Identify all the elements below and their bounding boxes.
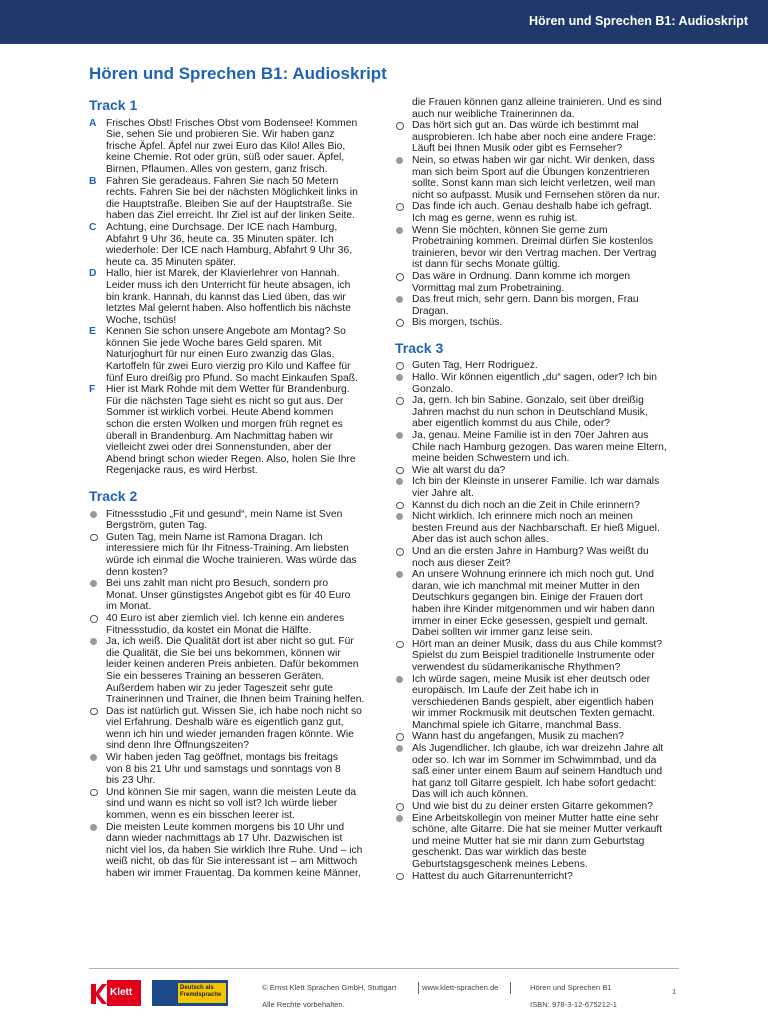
dialogue-line	[395, 546, 685, 569]
text-line: Chile nach Hamburg gezogen. Das waren meine Eltern,	[412, 441, 667, 453]
speaker-open-bullet-icon	[90, 708, 98, 716]
text-line: oder so. Ich war im Sommer im Schwimmbad, und da	[412, 754, 657, 766]
text-line: geschenkt. Das war wirklich das beste	[412, 847, 587, 859]
daf-logo	[152, 980, 228, 1006]
text-line: rechts. Fahren Sie bei der nächsten Möglichkeit links in	[106, 187, 358, 199]
segment-marker: E	[89, 326, 96, 338]
text-line: Das freut mich, sehr gern. Dann bis morgen, Frau	[412, 294, 639, 306]
dialogue-line	[395, 395, 685, 430]
text-line: Kannst du dich noch an die Zeit in Chile erinnern?	[412, 499, 640, 511]
dialogue-line	[89, 636, 379, 706]
text-line: nicht so aufpasst. Musik und Fernsehen stören da nur.	[412, 189, 660, 201]
dialogue-line	[395, 674, 685, 732]
speaker-filled-bullet-icon	[396, 296, 403, 303]
text-line: Geburtstagsgeschenk meines Lebens.	[412, 859, 588, 870]
text-line: Und an die ersten Jahre in Hamburg? Was weißt du	[412, 545, 649, 557]
speaker-filled-bullet-icon	[90, 824, 97, 831]
track-3-list	[395, 360, 685, 882]
text-line: Fitnessstudio „Fit und gesund“, mein Name ist Sven	[106, 508, 343, 520]
text-line: Sie, sehen Sie und probieren Sie. Wir haben ganz	[106, 129, 335, 141]
daf-logo-text: Deutsch als Fremdsprache	[180, 985, 222, 998]
text-line: Regenjacke raus, es wird Herbst.	[106, 465, 258, 477]
text-line: auch nur weibliche Trainerinnen da.	[412, 108, 575, 120]
segment-c	[89, 222, 379, 268]
text-line: im Monat.	[106, 601, 152, 613]
text-line: Das wäre in Ordnung. Dann komme ich morgen	[412, 270, 631, 282]
segment-marker: A	[89, 117, 97, 129]
text-line: leider keinen anderen Preis anbieten. Dafür bekommen	[106, 659, 359, 671]
text-line: Wenn Sie möchten, können Sie gerne zum	[412, 224, 608, 236]
text-line: die Qualität, die Sie bei uns bekommen, können wir	[106, 647, 341, 659]
dialogue-line	[89, 532, 379, 578]
dialogue-line	[395, 476, 685, 499]
text-line: ist dann für sechs Monate gültig.	[412, 259, 561, 271]
speaker-open-bullet-icon	[396, 122, 404, 130]
dialogue-line	[395, 500, 685, 512]
text-line: kommen, wenn es ein bisschen leerer ist.	[106, 810, 295, 822]
text-line: besten Freund aus der Nachbarschaft. Er hieß Miguel.	[412, 522, 660, 534]
text-line: fünf Euro dreißig pro Pfund. So macht Einkaufen Spaß.	[106, 372, 358, 384]
footer-copyright: © Ernst Klett Sprachen GmbH, Stuttgart	[262, 983, 397, 992]
dialogue-line	[395, 813, 685, 871]
segment-marker: F	[89, 384, 96, 396]
speaker-open-bullet-icon	[396, 467, 404, 475]
right-column	[395, 97, 685, 882]
speaker-open-bullet-icon	[396, 873, 404, 881]
text-line: Vormittag mal zum Probetraining.	[412, 282, 565, 294]
track-2-list	[89, 509, 379, 880]
left-column	[89, 97, 379, 880]
footer-divider	[89, 968, 679, 969]
speaker-filled-bullet-icon	[396, 745, 403, 752]
text-line: Frisches Obst! Frisches Obst vom Bodensee! Kommen	[106, 117, 358, 129]
text-line: weiß nicht, ob das für Sie interessant ist – am Mittwoch	[106, 856, 358, 868]
track-2-heading: Track 2	[89, 488, 138, 504]
speaker-filled-bullet-icon	[396, 676, 403, 683]
text-line: Das hört sich gut an. Das würde ich bestimmt mal	[412, 120, 639, 132]
text-line: Fahren Sie geradeaus. Fahren Sie nach 50 Metern	[106, 175, 339, 187]
speaker-open-bullet-icon	[396, 803, 404, 811]
text-line: Kennen Sie schon unsere Angebote am Montag? So	[106, 326, 346, 338]
text-line: saß einer unter einem Baum auf seinem Handtuch und	[412, 766, 663, 778]
track-1-heading: Track 1	[89, 97, 138, 113]
text-line: Deutschkurs gegangen bin. Einige der Frauen dort	[412, 592, 643, 604]
segment-marker: B	[89, 175, 97, 187]
dialogue-line	[89, 787, 379, 822]
text-line: nicht viel los, da haben Sie wirklich Ihre Ruhe. Und – ich	[106, 844, 363, 856]
text-line: hat ganz toll Gitarre gespielt. Ich habe sofort gedacht:	[412, 777, 657, 789]
text-line: Die meisten Leute kommen morgens bis 10 Uhr und	[106, 821, 345, 833]
text-line: Nein, so etwas haben wir gar nicht. Wir denken, dass	[412, 154, 655, 166]
text-line: Eine Arbeitskollegin von meiner Mutter hatte eine sehr	[412, 812, 659, 824]
text-line: Sie ein besseres Training an besseren Geräten.	[106, 670, 325, 682]
text-line: Birnen, Pflaumen. Alles von gestern, ganz frisch.	[106, 163, 328, 175]
text-line: Hier ist Mark Rohde mit dem Wetter für Brandenburg.	[106, 384, 350, 396]
text-line: Das ist natürlich gut. Wissen Sie, ich habe noch nicht so	[106, 705, 362, 717]
track-1-list	[89, 118, 379, 477]
segment-f	[89, 384, 379, 477]
text-line: verwendest du südamerikanische Rhythmen?	[412, 661, 621, 673]
speaker-open-bullet-icon	[90, 534, 98, 542]
text-line: Guten Tag, Herr Rodriguez.	[412, 360, 538, 372]
speaker-filled-bullet-icon	[90, 511, 97, 518]
text-line: Leider muss ich den Unterricht für heute absagen, ich	[106, 279, 351, 291]
segment-marker: C	[89, 221, 97, 233]
dialogue-line	[395, 731, 685, 743]
text-line: die Frauen können ganz alleine trainieren. Und es sind	[412, 97, 662, 108]
dialogue-line	[395, 317, 685, 329]
speaker-open-bullet-icon	[396, 502, 404, 510]
text-line: vielleicht zwei oder drei Sonnenstunden, aber der	[106, 442, 332, 454]
dialogue-line	[395, 801, 685, 813]
footer-rights: Alle Rechte vorbehalten.	[262, 1000, 345, 1009]
text-line: Und wie bist du zu deiner ersten Gitarre gekommen?	[412, 801, 653, 813]
dialogue-line	[395, 294, 685, 317]
speaker-filled-bullet-icon	[396, 571, 403, 578]
text-line: würde ich einmal die Woche trainieren. Was würde das	[106, 554, 357, 566]
text-line: haben wir immer Frauentag. Da kommen keine Männer,	[106, 868, 361, 879]
text-line: von 8 bis 21 Uhr und samstags und sonntags von 8	[106, 763, 341, 775]
speaker-filled-bullet-icon	[396, 157, 403, 164]
track-2-continuation	[395, 97, 685, 120]
text-line: Hallo. Wir können eigentlich „du“ sagen, oder? Ich bin	[412, 372, 657, 384]
text-line: meine beiden Schwestern und ich.	[412, 453, 570, 465]
text-line: An unsere Wohnung erinnere ich mich noch gut. Und	[412, 569, 654, 581]
text-line: Monat. Unser günstigstes Angebot gibt es für 40 Euro	[106, 589, 351, 601]
speaker-filled-bullet-icon	[396, 478, 403, 485]
dialogue-line	[395, 639, 685, 674]
header-bar	[0, 0, 768, 44]
text-line: frische Äpfel. Äpfel nur zwei Euro das Kilo! Alles Bio,	[106, 140, 346, 152]
text-line: Kartoffeln für zwei Euro vierzig pro Kilo und Kaffee für	[106, 361, 351, 373]
dialogue-line	[395, 155, 685, 201]
text-line: Hattest du auch Gitarrenunterricht?	[412, 870, 573, 882]
track-3-heading: Track 3	[395, 339, 444, 356]
dialogue-line	[395, 569, 685, 639]
dialogue-line	[395, 120, 685, 155]
speaker-open-bullet-icon	[396, 273, 404, 281]
footer-isbn: ISBN: 978-3-12-675212-1	[530, 1000, 617, 1009]
text-line: Jahren machst du nun schon in Deutschland Musik,	[412, 406, 648, 418]
text-line: schon die ersten Wolken und morgen früh regnet es	[106, 419, 343, 431]
klett-logo-text: Klett	[110, 987, 133, 998]
text-line: Ich mag es gerne, wenn es ruhig ist.	[412, 212, 578, 224]
text-line: Guten Tag, mein Name ist Ramona Dragan. Ich	[106, 531, 323, 543]
text-line: aber eigentlich kommst du aus Chile, oder?	[412, 418, 611, 430]
text-line: 40 Euro ist aber ziemlich viel. Ich kenne ein anderes	[106, 612, 345, 624]
speaker-filled-bullet-icon	[396, 432, 403, 439]
text-line: haben ihre Kinder mitgenommen und wir haben dann	[412, 603, 655, 615]
text-line: Läuft bei Ihnen Musik oder gibt es Fernseher?	[412, 143, 623, 155]
text-line: Spielst du zum Beispiel traditionelle Instrumente oder	[412, 650, 655, 662]
text-line: Trainerinnen und Trainer, die Ihnen beim Training helfen.	[106, 694, 365, 706]
text-line: Das finde ich auch. Genau deshalb habe ich gefragt.	[412, 201, 652, 213]
text-line: Woche, tschüs!	[106, 314, 177, 326]
dialogue-line	[89, 578, 379, 613]
speaker-open-bullet-icon	[396, 733, 404, 741]
text-line: Sommer ist wirklich vorbei. Heute Abend kommen	[106, 407, 334, 419]
dialogue-line	[395, 465, 685, 477]
text-line: Nicht wirklich. Ich erinnere mich noch an meinen	[412, 511, 633, 523]
dialogue-line	[395, 360, 685, 372]
dialogue-line	[89, 706, 379, 752]
text-line: Wie alt warst du da?	[412, 464, 506, 476]
header-title: Hören und Sprechen B1: Audioskript	[528, 14, 748, 28]
dialogue-line	[395, 743, 685, 801]
segment-d	[89, 268, 379, 326]
text-line: Ja, gern. Ich bin Sabine. Gonzalo, seit über dreißig	[412, 395, 644, 407]
text-line: Ich würde sagen, meine Musik ist eher deutsch oder	[412, 673, 651, 685]
text-line: überall in Brandenburg. Am Nachmittag haben wir	[106, 430, 334, 442]
page-number: 1	[672, 987, 677, 996]
text-line: Bis morgen, tschüs.	[412, 317, 503, 329]
speaker-filled-bullet-icon	[90, 754, 97, 761]
text-line: Dragan.	[412, 305, 449, 317]
text-line: bin krank. Hannah, du kannst das Lied üben, das wir	[106, 291, 346, 303]
text-line: Bei uns zahlt man nicht pro Besuch, sondern pro	[106, 578, 329, 590]
text-line: keine Chemie. Rot oder grün, süß oder sauer. Äpfel,	[106, 152, 345, 164]
footer-website[interactable]: www.klett-sprachen.de	[422, 983, 499, 992]
text-line: verschiedenen Bands gespielt, aber eigentlich haben	[412, 696, 654, 708]
dialogue-line	[395, 271, 685, 294]
speaker-open-bullet-icon	[396, 397, 404, 405]
segment-a	[89, 118, 379, 176]
text-line: letztes Mal gelernt haben. Also hoffentlich bis nächste	[106, 303, 351, 315]
text-line: Wann hast du angefangen, Musik zu machen?	[412, 731, 624, 743]
speaker-open-bullet-icon	[396, 319, 404, 327]
text-line: Naturjoghurt für nur einen Euro zwanzig das Glas,	[106, 349, 335, 361]
text-line: bis 23 Uhr.	[106, 775, 156, 787]
dialogue-line	[395, 225, 685, 271]
dialogue-line-continued	[395, 97, 685, 120]
text-line: denn kosten?	[106, 566, 168, 578]
text-line: Hallo, hier ist Marek, der Klavierlehrer von Hannah.	[106, 268, 340, 280]
text-line: sollte. Sonst kann man sich leicht verletzen, weil man	[412, 178, 656, 190]
text-line: Außerdem haben wir zu jeder Tageszeit sehr gute	[106, 682, 334, 694]
speaker-filled-bullet-icon	[396, 374, 403, 381]
speaker-open-bullet-icon	[396, 641, 404, 649]
text-line: heute ca. 35 Minuten später.	[106, 256, 236, 268]
dialogue-line	[395, 201, 685, 224]
dialogue-line	[395, 372, 685, 395]
text-line: Ja, ich weiß. Die Qualität dort ist aber nicht so gut. Für	[106, 636, 354, 648]
text-line: trainieren, bevor wir den Vertrag machen. Der Vertrag	[412, 247, 657, 259]
text-line: haben das Ziel erreicht. Ihr Ziel ist auf der linken Seite.	[106, 210, 355, 222]
text-line: Wir haben jeden Tag geöffnet, montags bis freitags	[106, 752, 339, 764]
text-line: und meine Mutter hat sie mir dann zum Geburtstag	[412, 835, 645, 847]
speaker-open-bullet-icon	[396, 362, 404, 370]
text-line: interessiere mich für Ihr Fitness-Training. Am liebsten	[106, 543, 349, 555]
text-line: Bergström, guten Tag.	[106, 520, 208, 532]
text-line: wenn ich hin und wieder jemanden fragen könnte. Wie	[106, 728, 354, 740]
text-line: Als Jugendlicher. Ich glaube, ich war dreizehn Jahre alt	[412, 743, 664, 755]
dialogue-line	[89, 509, 379, 532]
text-line: Das will ich auch können.	[412, 789, 529, 801]
text-line: ausprobieren. Ich habe aber noch eine andere Frage:	[412, 131, 656, 143]
text-line: Ich bin der Kleinste in unserer Familie. Ich war damals	[412, 476, 660, 488]
text-line: Probetraining kommen. Dreimal dürfen Sie kostenlos	[412, 236, 653, 248]
text-line: Abfahrt 9 Uhr 36, heute ca. 35 Minuten später. Ich	[106, 233, 334, 245]
speaker-filled-bullet-icon	[396, 815, 403, 822]
dialogue-line	[395, 511, 685, 546]
speaker-open-bullet-icon	[396, 548, 404, 556]
text-line: Aber das ist auch schon alles.	[412, 534, 549, 546]
segment-marker: D	[89, 268, 97, 280]
segment-e	[89, 326, 379, 384]
dialogue-line	[89, 752, 379, 787]
speaker-filled-bullet-icon	[90, 638, 97, 645]
text-line: Manchmal spiele ich Gitarre, manchmal Bass.	[412, 719, 622, 731]
speaker-filled-bullet-icon	[90, 580, 97, 587]
text-line: Hört man an deiner Musik, dass du aus Chile kommst?	[412, 638, 663, 650]
speaker-filled-bullet-icon	[396, 227, 403, 234]
dialogue-line	[395, 871, 685, 883]
speaker-open-bullet-icon	[396, 203, 404, 211]
text-line: Ja, genau. Meine Familie ist in den 70er Jahren aus	[412, 430, 649, 442]
klett-logo	[89, 980, 141, 1006]
text-line: Für die nächsten Tage sieht es nicht so gut aus. Der	[106, 395, 344, 407]
text-line: dann wieder nachmittags ab 17 Uhr. Dazwischen ist	[106, 833, 343, 845]
dialogue-line	[395, 430, 685, 465]
text-line: schöne, alte Gitarre. Die hat sie meiner Mutter verkauft	[412, 824, 663, 836]
text-line: Dabei sollten wir immer ganz leise sein.	[412, 627, 593, 639]
page-title: Hören und Sprechen B1: Audioskript	[89, 64, 387, 83]
text-line: noch aus dieser Zeit?	[412, 557, 511, 569]
text-line: man sich beim Sport auf die Übungen konzentrieren	[412, 166, 650, 178]
speaker-open-bullet-icon	[90, 615, 98, 623]
text-line: sind denn Ihre Öffnungszeiten?	[106, 740, 249, 752]
footer-book-title: Hören und Sprechen B1	[530, 983, 612, 992]
text-line: Abend bringt schon wieder Regen. Also, holen Sie Ihre	[106, 453, 356, 465]
text-line: Gonzalo.	[412, 383, 454, 395]
text-line: Achtung, eine Durchsage. Der ICE nach Hamburg,	[106, 221, 338, 233]
text-line: Fitnessstudio, da kostet ein Monat die Hälfte.	[106, 624, 312, 636]
text-line: immer in einer Ecke gesessen, gespielt und gemalt.	[412, 615, 648, 627]
text-line: viel Erfahrung. Deshalb wäre es eigentlich ganz gut,	[106, 717, 344, 729]
text-line: vier Jahre alt.	[412, 488, 474, 499]
text-line: können Sie jede Woche bares Geld sparen. Mit	[106, 337, 322, 349]
text-line: europäisch. Im Laufe der Zeit habe ich in	[412, 685, 599, 697]
text-line: sind und wann es nicht so voll ist? Ich würde lieber	[106, 798, 338, 810]
klett-k-icon	[89, 980, 107, 1006]
text-line: daran, wie ich manchmal mit meiner Mutter in den	[412, 580, 640, 592]
text-line: wiederhole: Der ICE nach Hamburg, Abfahrt 9 Uhr 36,	[106, 245, 353, 257]
text-line: wir immer Rockmusik mit deutschen Texten gemacht.	[412, 708, 656, 720]
text-line: die Hauptstraße. Bleiben Sie auf der Hauptstraße. Sie	[106, 198, 353, 210]
speaker-filled-bullet-icon	[396, 513, 403, 520]
dialogue-line	[89, 822, 379, 880]
speaker-open-bullet-icon	[90, 789, 98, 797]
segment-b	[89, 176, 379, 222]
dialogue-line	[89, 613, 379, 636]
track-2-continued-list	[395, 120, 685, 329]
text-line: Und können Sie mir sagen, wann die meisten Leute da	[106, 786, 357, 798]
